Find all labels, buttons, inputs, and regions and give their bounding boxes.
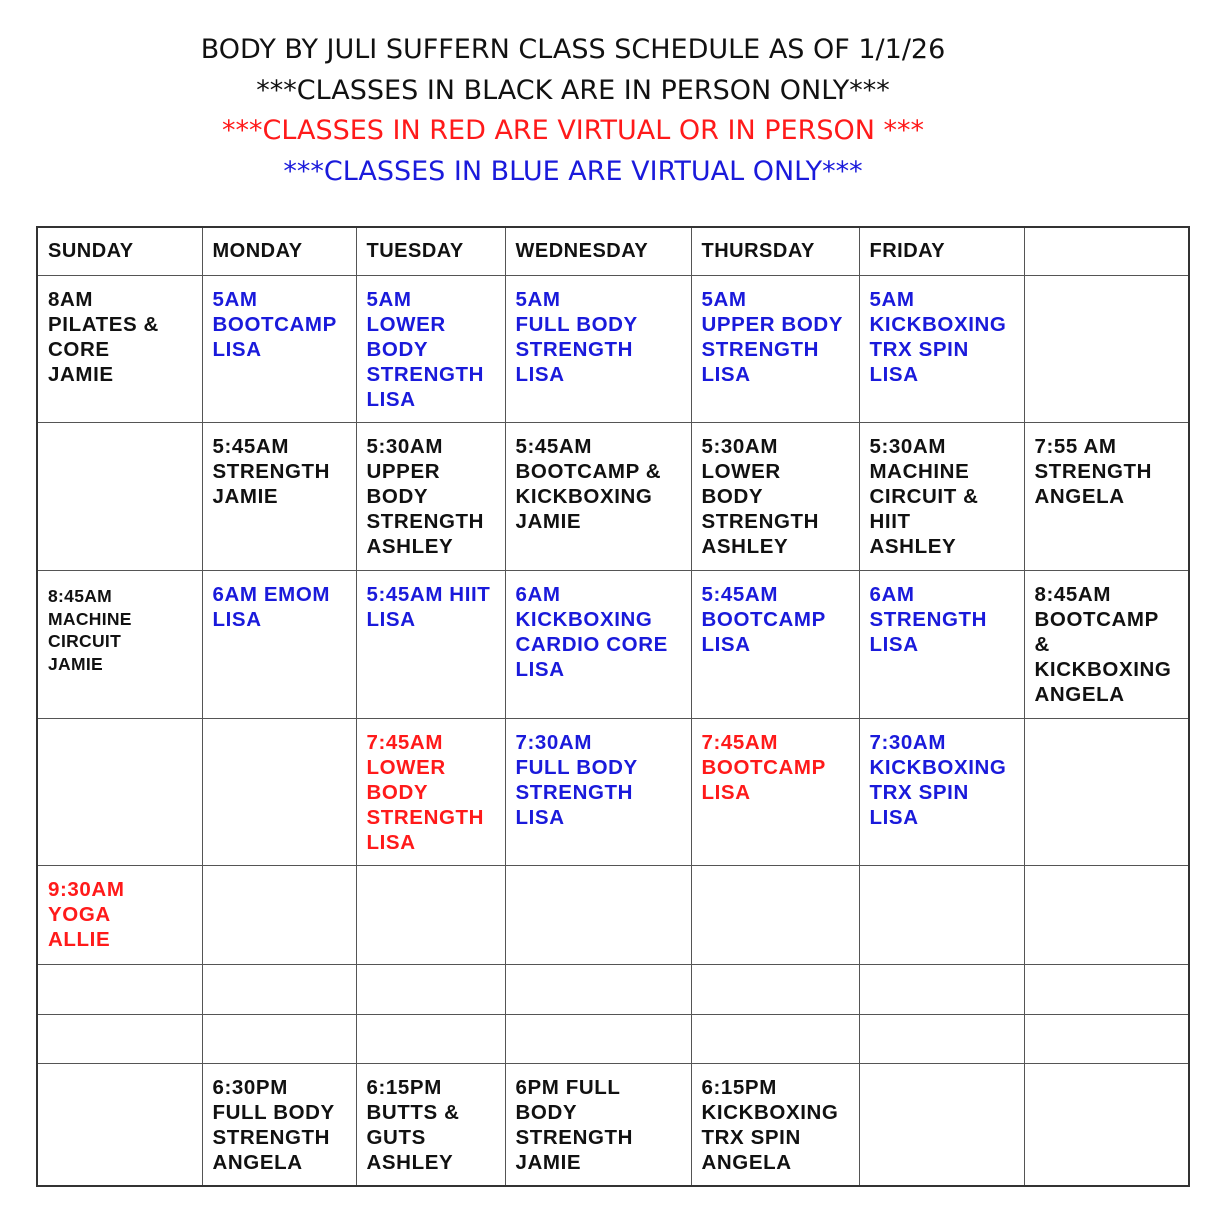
schedule-cell [37,1015,202,1064]
class-entry: 5:45AM BOOTCAMP LISA [701,583,826,656]
schedule-cell [37,719,202,866]
schedule-cell [859,866,1024,965]
schedule-cell [356,276,505,423]
empty-slot [1025,719,1189,730]
schedule-cell [37,866,202,965]
schedule-row [37,276,1189,423]
legend-virtual-only: ***CLASSES IN BLUE ARE VIRTUAL ONLY*** [283,155,863,187]
schedule-cell [202,1015,356,1064]
schedule-cell [1024,276,1189,423]
empty-slot [38,965,202,976]
class-entry: 5:30AM MACHINE CIRCUIT & HIIT ASHLEY [869,435,979,558]
schedule-title: BODY BY JULI SUFFERN CLASS SCHEDULE AS OF 1/1/26 [200,34,946,65]
schedule-cell [859,965,1024,1015]
day-header-sunday: SUNDAY [37,227,202,276]
empty-slot [203,1015,356,1026]
day-header-row [37,227,1189,276]
empty-slot [1025,1064,1189,1075]
schedule-cell [356,965,505,1015]
empty-slot [38,423,202,434]
schedule-row [37,1015,1189,1064]
empty-slot [38,1015,202,1026]
class-entry: 5:45AM BOOTCAMP & KICKBOXING JAMIE [515,435,662,533]
empty-slot [203,965,356,976]
schedule-cell [1024,571,1189,719]
class-entry: 6PM FULL BODY STRENGTH JAMIE [515,1076,634,1174]
class-entry: 7:30AM KICKBOXING TRX SPIN LISA [869,731,1007,829]
schedule-cell [202,866,356,965]
schedule-cell [859,276,1024,423]
schedule-cell [505,719,691,866]
schedule-cell [859,423,1024,571]
class-entry: 6:15PM KICKBOXING TRX SPIN ANGELA [701,1076,839,1174]
empty-slot [38,719,202,730]
class-entry: 5:30AM UPPER BODY STRENGTH ASHLEY [366,435,485,558]
schedule-row [37,719,1189,866]
legend-in-person: ***CLASSES IN BLACK ARE IN PERSON ONLY*** [256,74,890,106]
schedule-cell [356,423,505,571]
class-entry: 6:15PM BUTTS & GUTS ASHLEY [366,1076,460,1174]
schedule-cell [1024,1015,1189,1064]
schedule-cell [859,719,1024,866]
schedule-row [37,1064,1189,1186]
empty-slot [38,1064,202,1075]
schedule-cell [691,965,859,1015]
schedule-cell [691,276,859,423]
schedule-cell [859,1064,1024,1186]
schedule-cell [1024,1064,1189,1186]
class-entry: 6:30PM FULL BODY STRENGTH ANGELA [212,1076,335,1174]
class-entry: 5AM FULL BODY STRENGTH LISA [515,288,638,386]
schedule-cell [505,423,691,571]
schedule-cell [202,276,356,423]
schedule-cell [1024,423,1189,571]
day-header-wednesday: WEDNESDAY [505,227,691,276]
schedule-row [37,571,1189,719]
day-header-blank [1024,227,1189,276]
schedule-row [37,965,1189,1015]
class-entry: 5:30AM LOWER BODY STRENGTH ASHLEY [701,435,820,558]
class-entry: 5AM UPPER BODY STRENGTH LISA [701,288,844,386]
legend-virtual-or-in-person: ***CLASSES IN RED ARE VIRTUAL OR IN PERSON *** [221,115,925,146]
class-entry: 9:30AM YOGA ALLIE [48,878,125,951]
class-entry: 7:45AM LOWER BODY STRENGTH LISA [366,731,485,854]
schedule-cell [505,571,691,719]
empty-slot [1025,276,1189,287]
schedule-cell [691,719,859,866]
schedule-cell [1024,965,1189,1015]
schedule-cell [356,1064,505,1186]
class-entry: 7:30AM FULL BODY STRENGTH LISA [515,731,638,829]
schedule-cell [1024,719,1189,866]
class-schedule-table [36,226,1190,1187]
empty-slot [203,719,356,730]
empty-slot [1025,866,1189,877]
schedule-cell [202,965,356,1015]
schedule-cell [37,1064,202,1186]
day-header-monday: MONDAY [202,227,356,276]
empty-slot [860,965,1024,976]
schedule-cell [505,965,691,1015]
day-header-friday: FRIDAY [859,227,1024,276]
class-entry: 6AM STRENGTH LISA [869,583,988,656]
schedule-cell [691,423,859,571]
schedule-header [0,30,1146,192]
empty-slot [692,1015,859,1026]
class-entry: 6AM EMOM LISA [212,583,331,631]
class-entry: 6AM KICKBOXING CARDIO CORE LISA [515,583,668,681]
empty-slot [506,1015,691,1026]
empty-slot [692,965,859,976]
schedule-cell [356,866,505,965]
class-entry: 7:45AM BOOTCAMP LISA [701,731,826,804]
schedule-cell [505,1064,691,1186]
empty-slot [357,1015,505,1026]
empty-slot [357,866,505,877]
empty-slot [1025,1015,1189,1026]
class-entry: 5:45AM HIIT LISA [366,583,491,631]
day-header-thursday: THURSDAY [691,227,859,276]
schedule-cell [859,571,1024,719]
schedule-cell [37,571,202,719]
schedule-cell [202,1064,356,1186]
schedule-cell [691,866,859,965]
class-entry: 7:55 AM STRENGTH ANGELA [1034,435,1153,508]
schedule-cell [505,1015,691,1064]
empty-slot [1025,965,1189,976]
class-entry: 5AM KICKBOXING TRX SPIN LISA [869,288,1007,386]
schedule-cell [505,866,691,965]
schedule-cell [202,719,356,866]
empty-slot [203,866,356,877]
schedule-cell [356,719,505,866]
schedule-cell [691,571,859,719]
schedule-cell [356,1015,505,1064]
empty-slot [692,866,859,877]
day-header-tuesday: TUESDAY [356,227,505,276]
empty-slot [357,965,505,976]
class-entry: 5AM LOWER BODY STRENGTH LISA [366,288,485,411]
schedule-row [37,423,1189,571]
schedule-row [37,866,1189,965]
empty-slot [506,866,691,877]
empty-slot [860,1064,1024,1075]
schedule-cell [37,423,202,571]
empty-slot [506,965,691,976]
class-entry: 8:45AM MACHINE CIRCUIT JAMIE [48,586,132,674]
schedule-cell [37,965,202,1015]
schedule-cell [202,423,356,571]
schedule-cell [37,276,202,423]
class-entry: 5AM BOOTCAMP LISA [212,288,337,361]
schedule-cell [1024,866,1189,965]
schedule-cell [691,1064,859,1186]
schedule-cell [202,571,356,719]
schedule-cell [356,571,505,719]
schedule-body [37,276,1189,1186]
class-entry: 5:45AM STRENGTH JAMIE [212,435,331,508]
schedule-cell [505,276,691,423]
class-entry: 8:45AM BOOTCAMP & KICKBOXING ANGELA [1034,583,1172,706]
schedule-cell [691,1015,859,1064]
empty-slot [860,1015,1024,1026]
empty-slot [860,866,1024,877]
schedule-cell [859,1015,1024,1064]
class-entry: 8AM PILATES & CORE JAMIE [48,288,159,386]
